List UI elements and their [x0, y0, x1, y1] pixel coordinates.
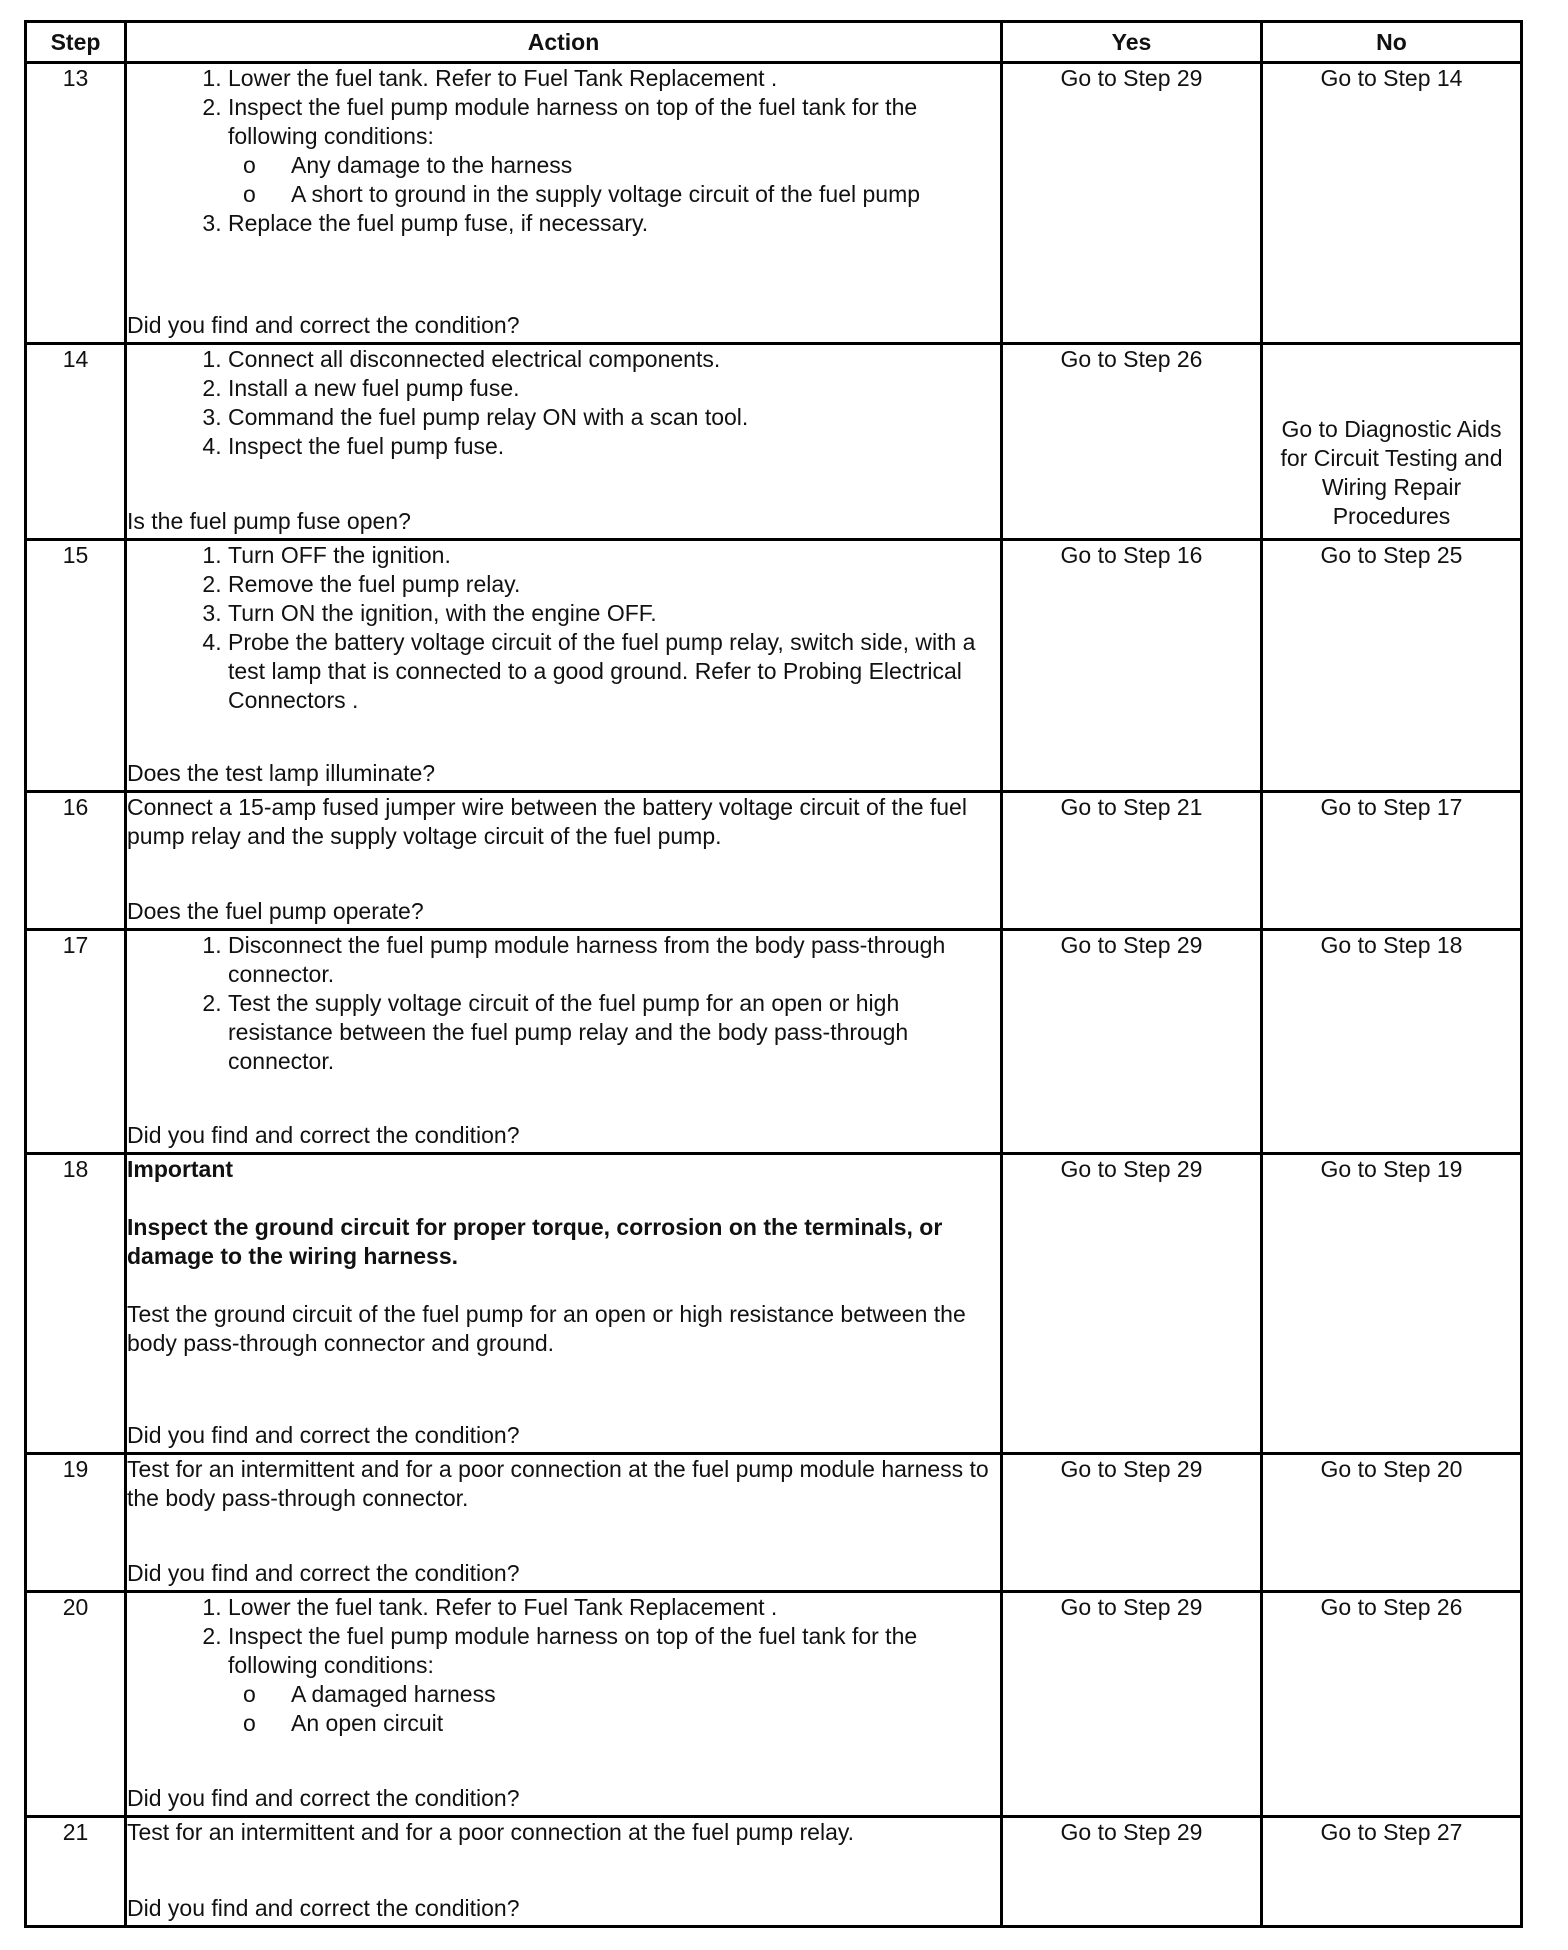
- yes-result: Go to Step 29: [1002, 1592, 1262, 1817]
- action-list: [127, 541, 1000, 715]
- action-cell: [126, 1592, 1002, 1817]
- no-result: Go to Step 19: [1262, 1154, 1522, 1454]
- action-item: 2. Install a new fuel pump fuse.: [228, 374, 1000, 403]
- action-cell: [126, 792, 1002, 930]
- action-list: [127, 345, 1000, 461]
- table-row: [26, 540, 1522, 792]
- yes-result: Go to Step 29: [1002, 930, 1262, 1154]
- question-text: Did you find and correct the condition?: [127, 1895, 520, 1921]
- no-result: Go to Step 20: [1262, 1454, 1522, 1592]
- action-item: [228, 1622, 1000, 1738]
- table-row: [26, 1817, 1522, 1927]
- action-cell: [126, 344, 1002, 540]
- action-item: 3. Replace the fuel pump fuse, if necessary.: [228, 209, 1000, 238]
- yes-result: Go to Step 29: [1002, 1454, 1262, 1592]
- action-item-text: Inspect the fuel pump module harness on top of the fuel tank for the following conditions:: [228, 94, 918, 149]
- yes-result: Go to Step 16: [1002, 540, 1262, 792]
- action-item: 1. Turn OFF the ignition.: [228, 541, 1000, 570]
- table-row: [26, 1454, 1522, 1592]
- header-yes: Yes: [1002, 22, 1262, 63]
- table-row: [26, 63, 1522, 344]
- step-number: 14: [26, 344, 126, 540]
- step-number: 13: [26, 63, 126, 344]
- action-text: Test the ground circuit of the fuel pump for an open or high resistance between the body pass-through connector and ground.: [127, 1301, 966, 1356]
- condition-item: o A short to ground in the supply voltage circuit of the fuel pump: [291, 180, 1000, 209]
- condition-item: o Any damage to the harness: [291, 151, 1000, 180]
- question-text: Did you find and correct the condition?: [127, 1122, 520, 1148]
- step-number: 20: [26, 1592, 126, 1817]
- question-text: Does the test lamp illuminate?: [127, 760, 436, 786]
- action-item: 3. Command the fuel pump relay ON with a scan tool.: [228, 403, 1000, 432]
- table-row: [26, 344, 1522, 540]
- question-text: Did you find and correct the condition?: [127, 1422, 520, 1448]
- header-action: Action: [126, 22, 1002, 63]
- important-text: Inspect the ground circuit for proper torque, corrosion on the terminals, or damage to the wiring harness.: [127, 1214, 943, 1269]
- condition-list: [228, 1680, 1000, 1738]
- step-number: 16: [26, 792, 126, 930]
- action-cell: [126, 1817, 1002, 1927]
- question-text: Did you find and correct the condition?: [127, 1785, 520, 1811]
- step-number: 21: [26, 1817, 126, 1927]
- question-text: Does the fuel pump operate?: [127, 898, 424, 924]
- action-text: Test for an intermittent and for a poor connection at the fuel pump module harness to the body pass-through connector.: [127, 1456, 989, 1511]
- table-row: [26, 1154, 1522, 1454]
- action-text: Test for an intermittent and for a poor connection at the fuel pump relay.: [127, 1819, 855, 1845]
- action-item: 3. Turn ON the ignition, with the engine OFF.: [228, 599, 1000, 628]
- no-result: Go to Step 14: [1262, 63, 1522, 344]
- no-result: Go to Diagnostic Aids for Circuit Testing and Wiring Repair Procedures: [1262, 344, 1522, 540]
- question-text: Did you find and correct the condition?: [127, 312, 520, 338]
- table-row: [26, 930, 1522, 1154]
- action-item: 1. Lower the fuel tank. Refer to Fuel Tank Replacement .: [228, 1593, 1000, 1622]
- header-step: Step: [26, 22, 126, 63]
- no-result: Go to Step 27: [1262, 1817, 1522, 1927]
- action-item: [228, 93, 1000, 209]
- action-item: 4. Probe the battery voltage circuit of the fuel pump relay, switch side, with a test lamp that is connected to a good ground. Refer to Probing Electrical Connectors .: [228, 628, 1000, 715]
- no-result: Go to Step 18: [1262, 930, 1522, 1154]
- yes-result: Go to Step 26: [1002, 344, 1262, 540]
- condition-item: o A damaged harness: [291, 1680, 1000, 1709]
- header-no: No: [1262, 22, 1522, 63]
- action-cell: [126, 540, 1002, 792]
- action-item: 1. Connect all disconnected electrical components.: [228, 345, 1000, 374]
- yes-result: Go to Step 21: [1002, 792, 1262, 930]
- step-number: 19: [26, 1454, 126, 1592]
- action-text: Connect a 15-amp fused jumper wire between the battery voltage circuit of the fuel pump relay and the supply voltage circuit of the fuel pump.: [127, 794, 967, 849]
- yes-result: Go to Step 29: [1002, 63, 1262, 344]
- no-result: Go to Step 17: [1262, 792, 1522, 930]
- step-number: 15: [26, 540, 126, 792]
- question-text: Did you find and correct the condition?: [127, 1560, 520, 1586]
- action-item: 4. Inspect the fuel pump fuse.: [228, 432, 1000, 461]
- action-item: 2. Test the supply voltage circuit of the fuel pump for an open or high resistance between the fuel pump relay and the body pass-through connector.: [228, 989, 1000, 1076]
- no-result: Go to Step 25: [1262, 540, 1522, 792]
- step-number: 17: [26, 930, 126, 1154]
- action-item-text: Inspect the fuel pump module harness on top of the fuel tank for the following conditions:: [228, 1623, 918, 1678]
- yes-result: Go to Step 29: [1002, 1817, 1262, 1927]
- action-cell: [126, 930, 1002, 1154]
- action-cell: [126, 1154, 1002, 1454]
- table-row: [26, 1592, 1522, 1817]
- action-item: 2. Remove the fuel pump relay.: [228, 570, 1000, 599]
- important-label: Important: [127, 1156, 234, 1182]
- yes-result: Go to Step 29: [1002, 1154, 1262, 1454]
- diagnostic-table: [24, 20, 1523, 1928]
- header-row: [26, 22, 1522, 63]
- action-list: [127, 1593, 1000, 1738]
- no-result: Go to Step 26: [1262, 1592, 1522, 1817]
- condition-item: o An open circuit: [291, 1709, 1000, 1738]
- step-number: 18: [26, 1154, 126, 1454]
- action-cell: [126, 63, 1002, 344]
- action-cell: [126, 1454, 1002, 1592]
- action-list: [127, 64, 1000, 238]
- action-list: [127, 931, 1000, 1076]
- action-item: 1. Lower the fuel tank. Refer to Fuel Tank Replacement .: [228, 64, 1000, 93]
- action-item: 1. Disconnect the fuel pump module harness from the body pass-through connector.: [228, 931, 1000, 989]
- table-row: [26, 792, 1522, 930]
- condition-list: [228, 151, 1000, 209]
- question-text: Is the fuel pump fuse open?: [127, 508, 411, 534]
